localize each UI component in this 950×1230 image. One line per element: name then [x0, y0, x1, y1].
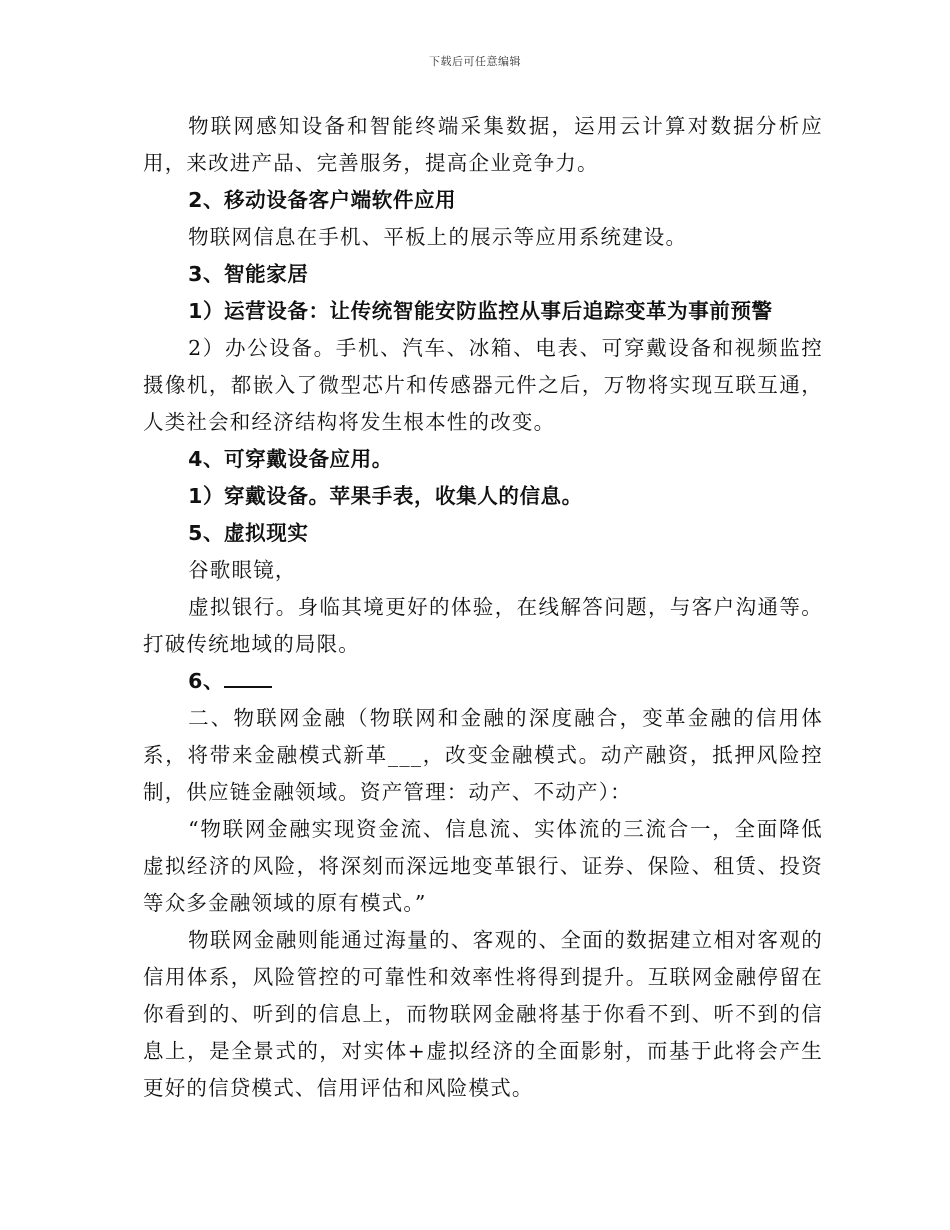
fill-in-blank: [224, 666, 272, 688]
item-operation-devices: 1）运营设备：让传统智能安防监控从事后追踪变革为事前预警: [188, 299, 773, 323]
item-office-devices: 2）办公设备。手机、汽车、冰箱、电表、可穿戴设备和视频监控摄像机，都嵌入了微型芯片和传感器元件之后，万物将实现互联互通，人类社会和经济结构将发生根本性的改变。: [143, 336, 823, 434]
heading-smart-home: 3、智能家居: [188, 262, 309, 286]
paragraph-google-glass: 谷歌眼镜，: [188, 558, 297, 582]
paragraph-credit-system: 物联网金融则能通过海量的、客观的、全面的数据建立相对客观的信用体系，风险管控的可靠性和效率性将得到提升。互联网金融停留在你看到的、听到的信息上，而物联网金融将基于你看不到、听不到的信息上，是全景式的，对实体+虚拟经济的全面影射，而基于此将会产生更好的信贷模式、信用评估和风险模式。: [143, 928, 823, 1100]
page-header: 下载后可任意编辑: [429, 55, 521, 68]
heading-six-number: 6、: [188, 669, 225, 693]
paragraph-iot-finance: 二、物联网金融（物联网和金融的深度融合，变革金融的信用体系，将带来金融模式新革___，改变金融模式。动产融资，抵押风险控制，供应链金融领域。资产管理：动产、不动产）：: [143, 706, 823, 804]
item-wearable-devices: 1）穿戴设备。苹果手表，收集人的信息。: [188, 484, 583, 508]
heading-six: [143, 663, 823, 700]
heading-mobile-client: 2、移动设备客户端软件应用: [188, 188, 457, 212]
paragraph-iot-data: 物联网感知设备和智能终端采集数据，运用云计算对数据分析应用，来改进产品、完善服务，提高企业竞争力。: [143, 114, 823, 175]
quote-iot-finance: “物联网金融实现资金流、信息流、实体流的三流合一，全面降低虚拟经济的风险，将深刻而深远地变革银行、证券、保险、租赁、投资等众多金融领域的原有模式。”: [143, 817, 823, 915]
heading-virtual-reality: 5、虚拟现实: [188, 521, 309, 545]
paragraph-mobile-display: 物联网信息在手机、平板上的展示等应用系统建设。: [188, 225, 688, 249]
document-body: [143, 108, 823, 1107]
heading-wearables: 4、可穿戴设备应用。: [188, 447, 393, 471]
paragraph-virtual-bank: 虚拟银行。身临其境更好的体验，在线解答问题，与客户沟通等。打破传统地域的局限。: [143, 595, 823, 656]
